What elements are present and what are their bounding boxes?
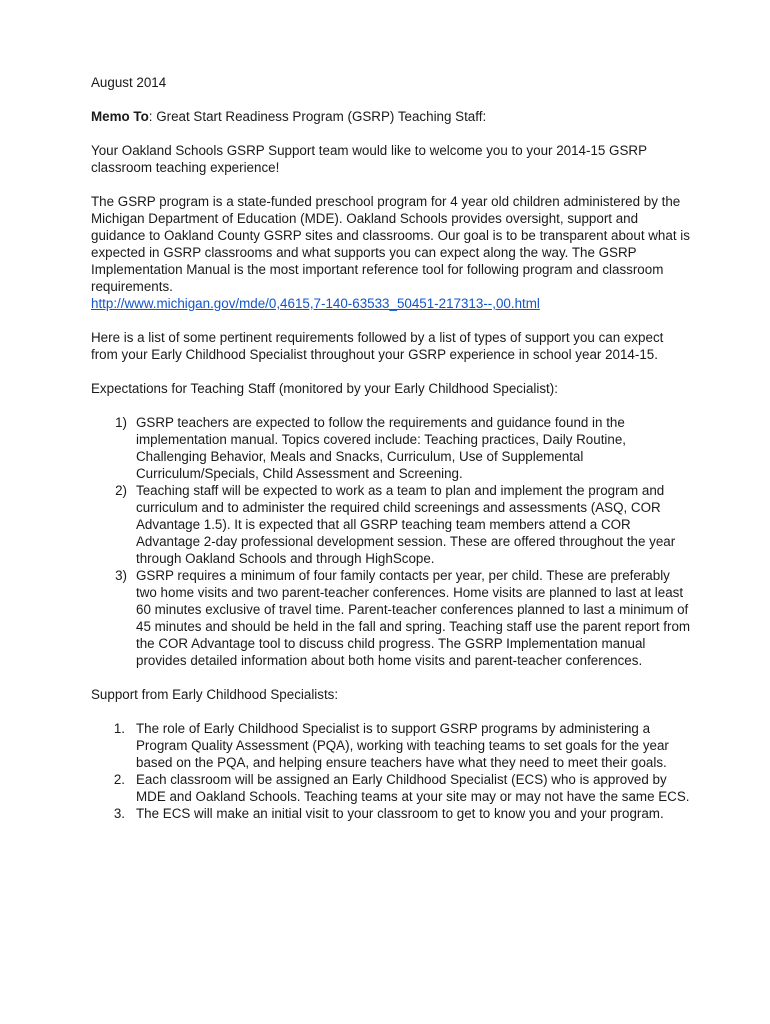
support-heading: Support from Early Childhood Specialists: — [91, 687, 339, 702]
memo-to-label: Memo To — [91, 109, 149, 124]
memo-to-line — [91, 108, 691, 125]
list-item-text: Teaching staff will be expected to work as a team to plan and implement the program and curriculum and to administer the required child screenings and assessments (ASQ, COR Advantage 1.5). It is expected that all GSRP teaching team members attend a COR Advantage 2-day professional development session. These are offered throughout the year through Oakland Schools and through HighScope. — [136, 483, 676, 566]
support-list — [91, 720, 691, 822]
list-item — [91, 482, 691, 567]
list-item-number: 3) — [115, 568, 127, 583]
list-item-text: The role of Early Childhood Specialist is to support GSRP programs by administering a Program Quality Assessment (PQA), working with teaching teams to set goals for the year based on the PQA, and helping ensure teachers have what they need to meet their goals. — [136, 721, 669, 770]
list-item-number: 2) — [115, 483, 127, 498]
expectations-list — [91, 414, 691, 669]
intro-text: The GSRP program is a state-funded preschool program for 4 year old children administered by the Michigan Department of Education (MDE). Oakland Schools provides oversight, support and guidance to Oakland County GSRP sites and classrooms. Our goal is to be transparent about what is expected in GSRP classrooms and what supports you can expect along the way. The GSRP Implementation Manual is the most important reference tool for following program and classroom requirements. — [91, 194, 690, 294]
list-item — [91, 567, 691, 669]
list-item-text: GSRP requires a minimum of four family contacts per year, per child. These are preferably two home visits and two parent-teacher conferences. Home visits are planned to last at least 60 minutes exclusive of travel time. Parent-teacher conferences planned to last a minimum of 45 minutes and should be held in the fall and spring. Teaching staff use the parent report from the COR Advantage tool to discuss child progress. The GSRP Implementation manual provides detailed information about both home visits and parent-teacher conferences. — [136, 568, 691, 668]
list-item-number: 3. — [113, 806, 125, 821]
welcome-paragraph: Your Oakland Schools GSRP Support team would like to welcome you to your 2014-15 GSRP classroom teaching experience! — [91, 143, 647, 175]
intro-paragraph — [91, 193, 691, 312]
implementation-manual-link[interactable]: http://www.michigan.gov/mde/0,4615,7-140-63533_50451-217313--,00.html — [91, 296, 540, 311]
expectations-heading: Expectations for Teaching Staff (monitored by your Early Childhood Specialist): — [91, 381, 558, 396]
memo-date: August 2014 — [91, 75, 167, 90]
list-intro-paragraph: Here is a list of some pertinent requirements followed by a list of types of support you can expect from your Early Childhood Specialist throughout your GSRP experience in school year 2014-15. — [91, 330, 664, 362]
list-item-text: The ECS will make an initial visit to your classroom to get to know you and your program. — [136, 806, 664, 821]
list-item — [91, 414, 691, 482]
list-item-number: 1) — [115, 415, 127, 430]
memo-to-value: : Great Start Readiness Program (GSRP) Teaching Staff: — [148, 109, 487, 124]
memo-document — [91, 74, 691, 839]
list-item — [91, 771, 691, 805]
list-item-text: GSRP teachers are expected to follow the requirements and guidance found in the implementation manual. Topics covered include: Teaching practices, Daily Routine, Challenging Behavior, Meals and Snacks, Curriculum, Use of Supplemental Curriculum/Specials, Child Assessment and Screening. — [136, 415, 627, 481]
list-item — [91, 805, 691, 822]
list-item-text: Each classroom will be assigned an Early Childhood Specialist (ECS) who is approved by MDE and Oakland Schools. Teaching teams at your site may or may not have the same ECS. — [136, 772, 690, 804]
list-item-number: 2. — [113, 772, 125, 787]
list-item — [91, 720, 691, 771]
list-item-number: 1. — [113, 721, 125, 736]
